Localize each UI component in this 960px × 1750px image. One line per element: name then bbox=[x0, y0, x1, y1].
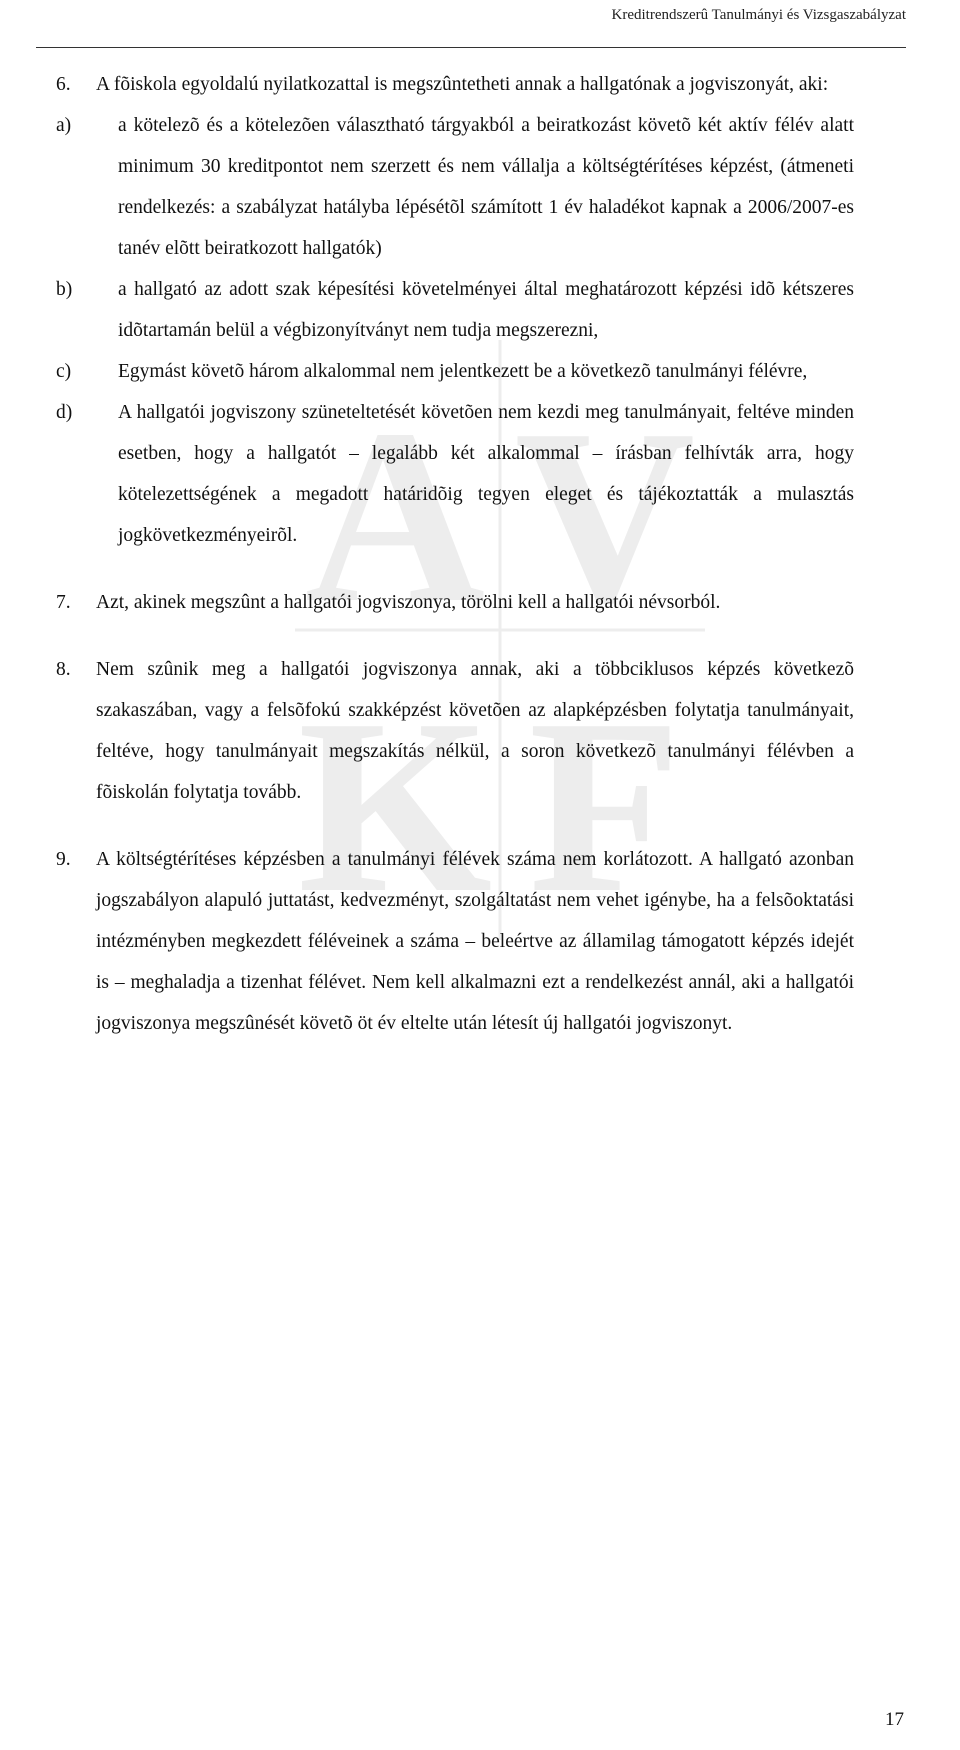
section-number: 8. bbox=[56, 659, 71, 680]
watermark-letter-v: V bbox=[514, 378, 696, 655]
section-number: 7. bbox=[56, 592, 71, 613]
section-text: Nem szûnik meg a hallgatói jogviszonya annak, aki a többciklusos képzés következõ szakaszában, vagy a felsõfokú szakképzést követõen az alapképzésben folytatja tanulmányait, feltéve, hogy tanulmányait megszakítás nélkül, a soron következõ tanulmányi félévben a fõiskolán folytatja tovább. bbox=[96, 659, 854, 803]
list-item-c bbox=[56, 351, 854, 392]
section-text: Azt, akinek megszûnt a hallgatói jogviszonya, törölni kell a hallgatói névsorból. bbox=[96, 592, 721, 613]
section-6 bbox=[56, 64, 854, 105]
list-item-text: Egymást követõ három alkalommal nem jelentkezett be a következõ tanulmányi félévre, bbox=[118, 361, 808, 382]
watermark-letter-f: F bbox=[528, 668, 682, 945]
list-item-label: d) bbox=[56, 402, 73, 423]
list-item-d bbox=[56, 392, 854, 556]
document-body bbox=[56, 64, 854, 1044]
spacer bbox=[56, 556, 854, 582]
header-rule bbox=[36, 47, 906, 48]
spacer bbox=[56, 623, 854, 649]
section-text: A fõiskola egyoldalú nyilatkozattal is megszûntetheti annak a hallgatónak a jogviszonyát, aki: bbox=[96, 74, 829, 95]
spacer bbox=[56, 813, 854, 839]
running-header: Kreditrendszerû Tanulmányi és Vizsgaszabályzat bbox=[611, 7, 906, 23]
watermark-letter-a: A bbox=[304, 378, 486, 655]
list-item-text: A hallgatói jogviszony szüneteltetését követõen nem kezdi meg tanulmányait, feltéve minden esetben, hogy a hallgatót – legalább két alkalommal – írásban felhívták arra, hogy kötelezettségének a megadott határidõig tegyen eleget és tájékoztatták a mulasztás jogkövetkezményeirõl. bbox=[118, 402, 854, 546]
page-number: 17 bbox=[885, 1709, 904, 1730]
section-9 bbox=[56, 839, 854, 1044]
section-number: 6. bbox=[56, 74, 71, 95]
list-item-text: a kötelezõ és a kötelezõen választható tárgyakból a beiratkozást követõ két aktív félév alatt minimum 30 kreditpontot nem szerzett és nem vállalja a költségtérítéses képzést, (átmeneti rendelkezés: a szabályzat hatályba lépésétõl számított 1 év haladékot kapnak a 2006/2007-es tanév elõtt beiratkozott hallgatók) bbox=[118, 115, 854, 259]
list-item-label: c) bbox=[56, 361, 72, 382]
list-item-b bbox=[56, 269, 854, 351]
section-text: A költségtérítéses képzésben a tanulmányi félévek száma nem korlátozott. A hallgató azonban jogszabályon alapuló juttatást, kedvezményt, szolgáltatást nem vehet igénybe, ha a felsõoktatási intézményben megkezdett féléveinek a száma – beleértve az államilag támogatott képzés idejét is – meghaladja a tizenhat félévet. Nem kell alkalmazni ezt a rendelkezést annál, aki a hallgatói jogviszonya megszûnését követõ öt év eltelte után létesít új hallgatói jogviszonyt. bbox=[96, 849, 854, 1034]
watermark-letter-k: K bbox=[297, 668, 493, 945]
section-8 bbox=[56, 649, 854, 813]
list-item-text: a hallgató az adott szak képesítési követelményei által meghatározott képzési idõ kétszeres idõtartamán belül a végbizonyítványt nem tudja megszerezni, bbox=[118, 279, 854, 341]
section-number: 9. bbox=[56, 849, 71, 870]
section-7 bbox=[56, 582, 854, 623]
list-item-label: b) bbox=[56, 279, 73, 300]
list-item-a bbox=[56, 105, 854, 269]
list-item-label: a) bbox=[56, 115, 72, 136]
